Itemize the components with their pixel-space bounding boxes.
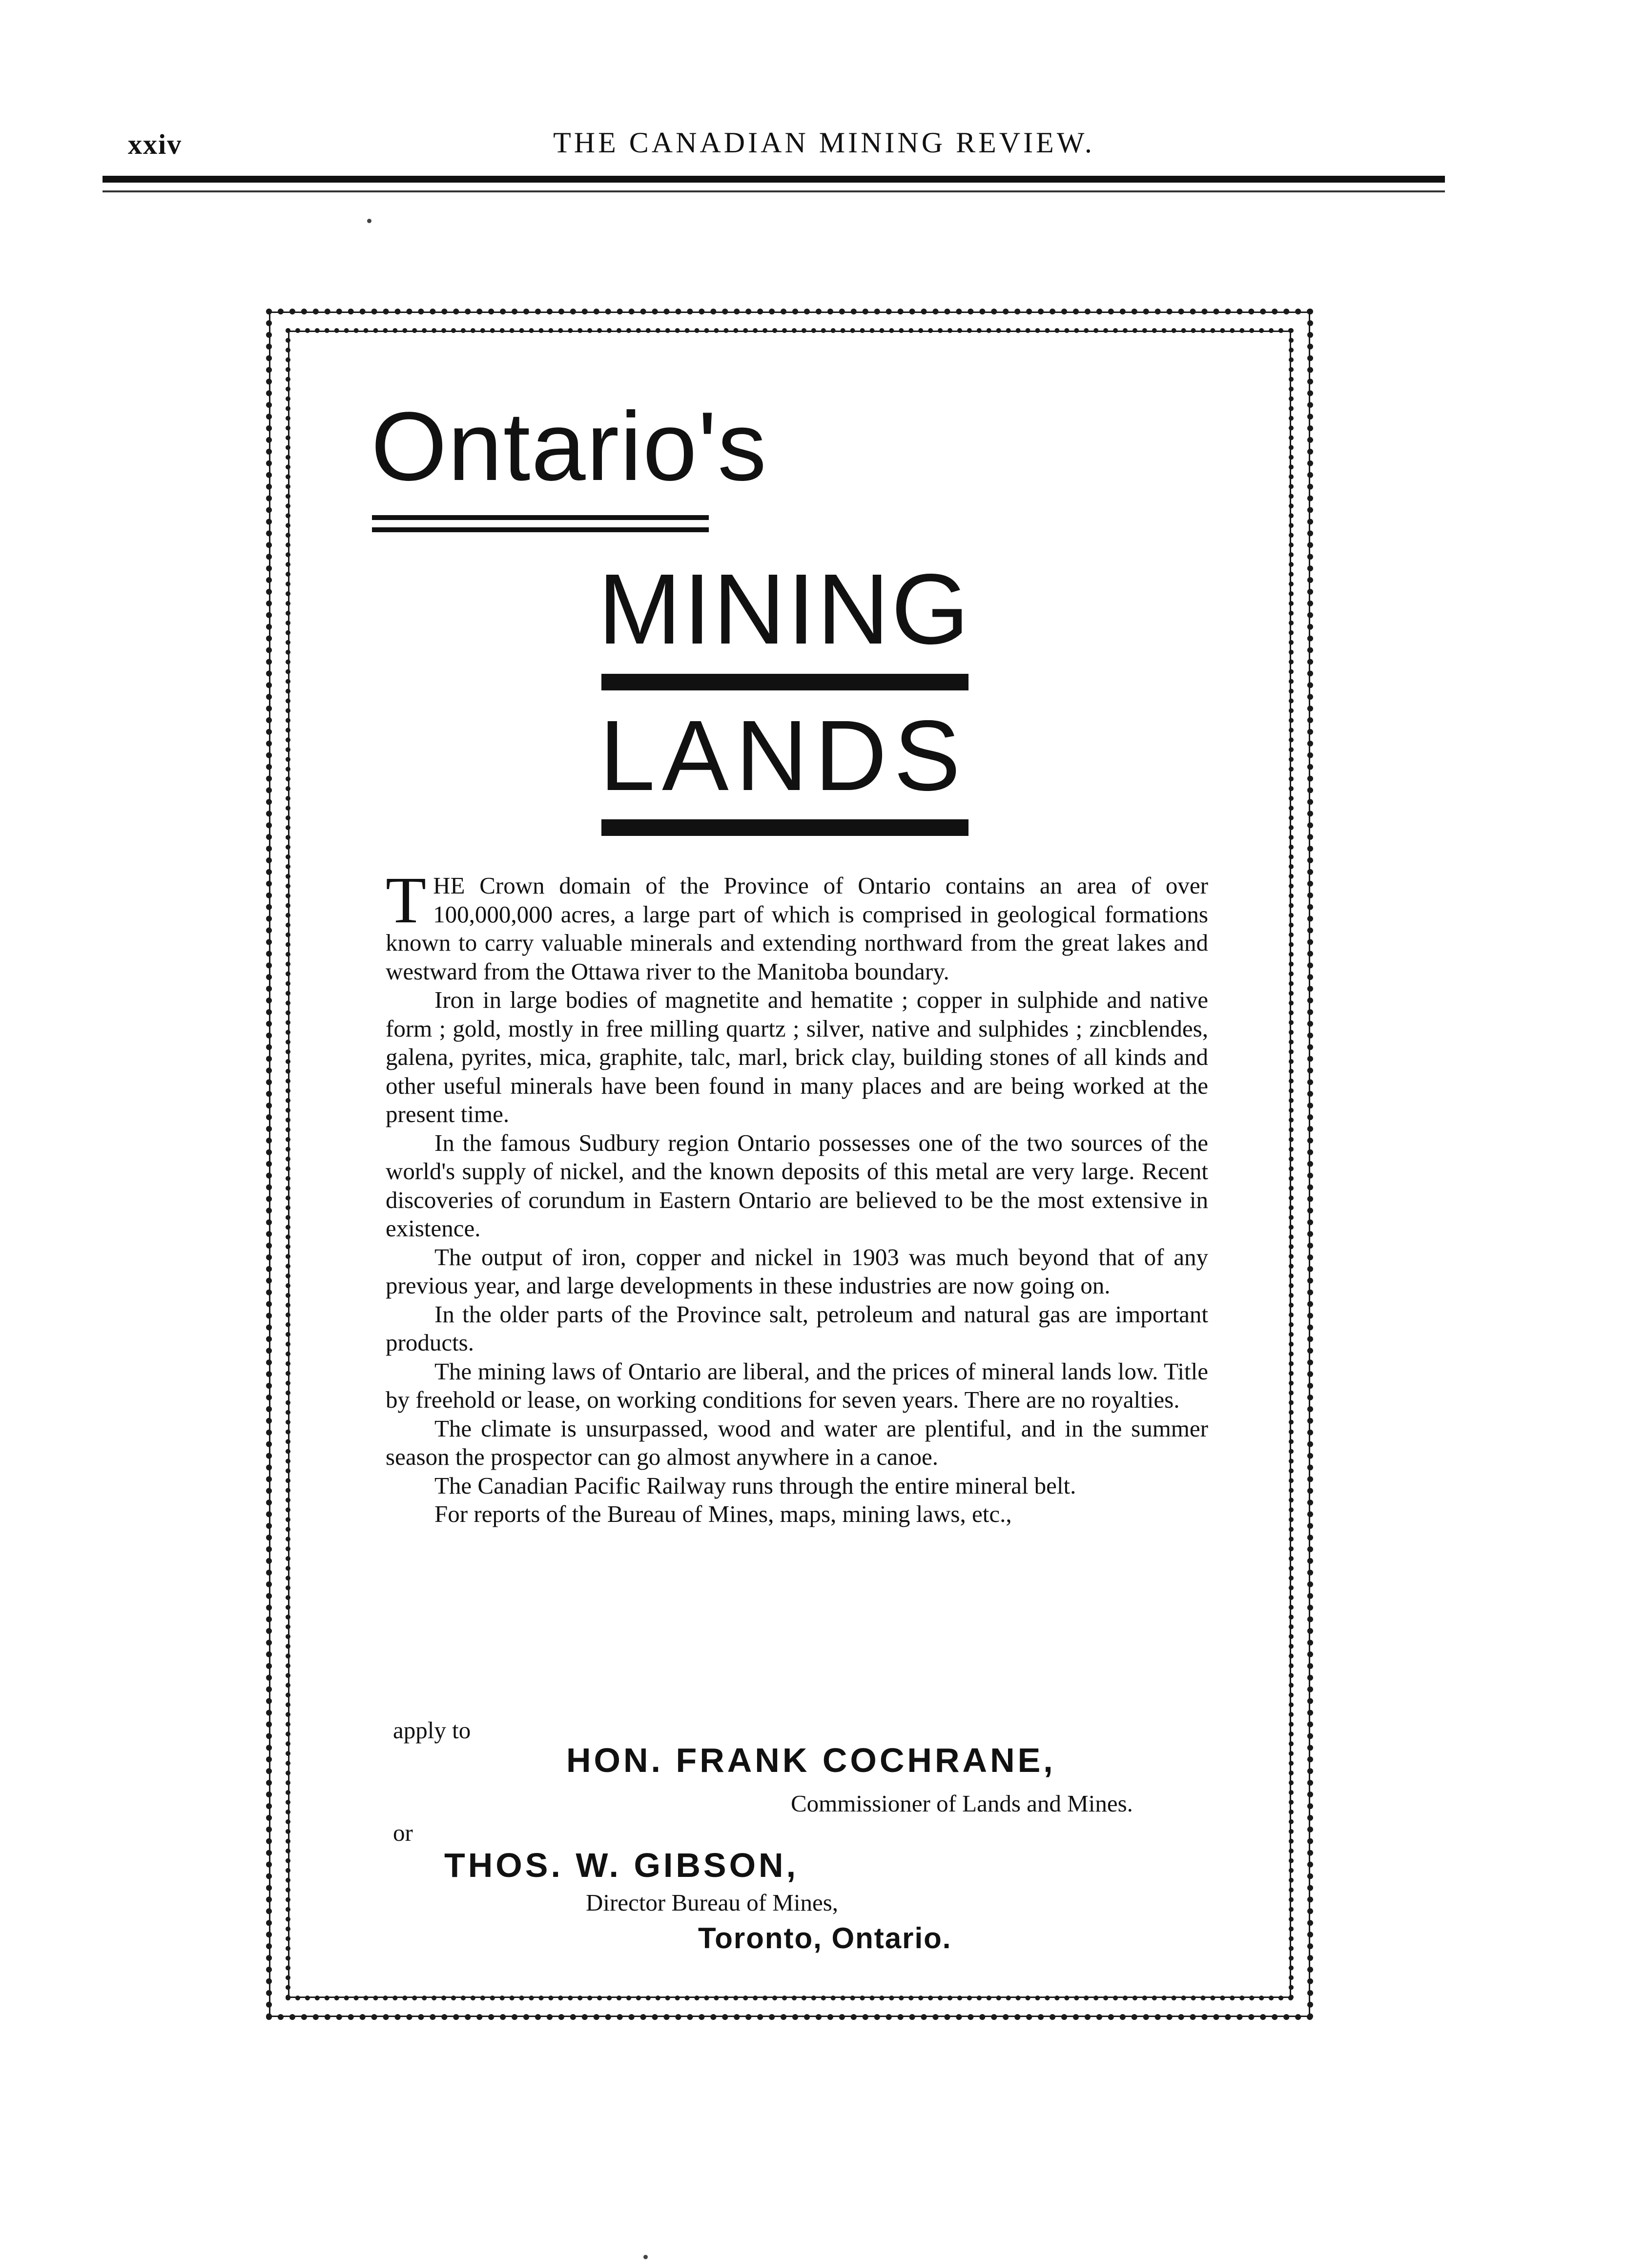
paragraph: In the older parts of the Province salt, petroleum and natural gas are important products.	[386, 1300, 1208, 1356]
paragraph: For reports of the Bureau of Mines, maps, mining laws, etc.,	[434, 1500, 1012, 1527]
paragraph: Iron in large bodies of magnetite and hematite ; copper in sulphide and native form ; gold, mostly in free milling quartz ; silver, native and sulphides ; zincblendes, galena, pyrites, mica, graphite, talc, marl, brick clay, building stones of all kinds and other useful minerals have been found in many places and are being worked at the present time.	[386, 986, 1208, 1127]
contact-name-gibson: THOS. W. GIBSON,	[444, 1846, 799, 1884]
journal-title: THE CANADIAN MINING REVIEW.	[553, 126, 1095, 159]
ontario-underline	[372, 527, 709, 532]
ontario-underline	[372, 515, 709, 520]
paragraph: The mining laws of Ontario are liberal, and the prices of mineral lands low. Title by freehold or lease, on working conditions for seven years. There are no royalties.	[386, 1357, 1208, 1413]
running-head	[0, 0, 1648, 190]
page-number: xxiv	[128, 128, 183, 160]
contact-title-cochrane: Commissioner of Lands and Mines.	[791, 1790, 1133, 1817]
paragraph: The climate is unsurpassed, wood and water are plentiful, and in the summer season the prospector can go almost anywhere in a canoe.	[386, 1415, 1208, 1470]
contact-title-gibson: Director Bureau of Mines,	[586, 1889, 839, 1916]
paragraph: The output of iron, copper and nickel in 1903 was much beyond that of any previous year, and large developments in these industries are now going on.	[386, 1243, 1208, 1299]
paragraph: THE Crown domain of the Province of Ontario contains an area of over 100,000,000 acres, a large part of which is comprised in geological formations known to carry valuable minerals and extending northward from the great lakes and westward from the Ottawa river to the Manitoba boundary.	[386, 864, 1208, 985]
heading-lands: LANDS	[599, 700, 968, 811]
advertisement-body	[386, 864, 1208, 1529]
paragraph: The Canadian Pacific Railway runs through the entire mineral belt.	[434, 1472, 1076, 1499]
contact-city: Toronto, Ontario.	[698, 1922, 952, 1955]
lands-bar	[601, 819, 968, 836]
drop-cap: T	[386, 864, 427, 937]
paragraph: In the famous Sudbury region Ontario possesses one of the two sources of the world's supply of nickel, and the known deposits of this metal are very large. Recent discoveries of corundum in Eastern Ontario are believed to be the most extensive in existence.	[386, 1129, 1208, 1242]
header-rule-thin	[103, 190, 1445, 192]
or-separator: or	[393, 1819, 413, 1846]
print-speck	[367, 219, 371, 223]
print-speck	[643, 2255, 648, 2259]
heading-mining: MINING	[598, 553, 971, 665]
contact-name-cochrane: HON. FRANK COCHRANE,	[566, 1741, 1056, 1779]
mining-bar	[601, 674, 968, 690]
header-rule-thick	[103, 176, 1445, 183]
heading-ontario: Ontario's	[371, 392, 768, 501]
apply-to: apply to	[393, 1717, 471, 1744]
